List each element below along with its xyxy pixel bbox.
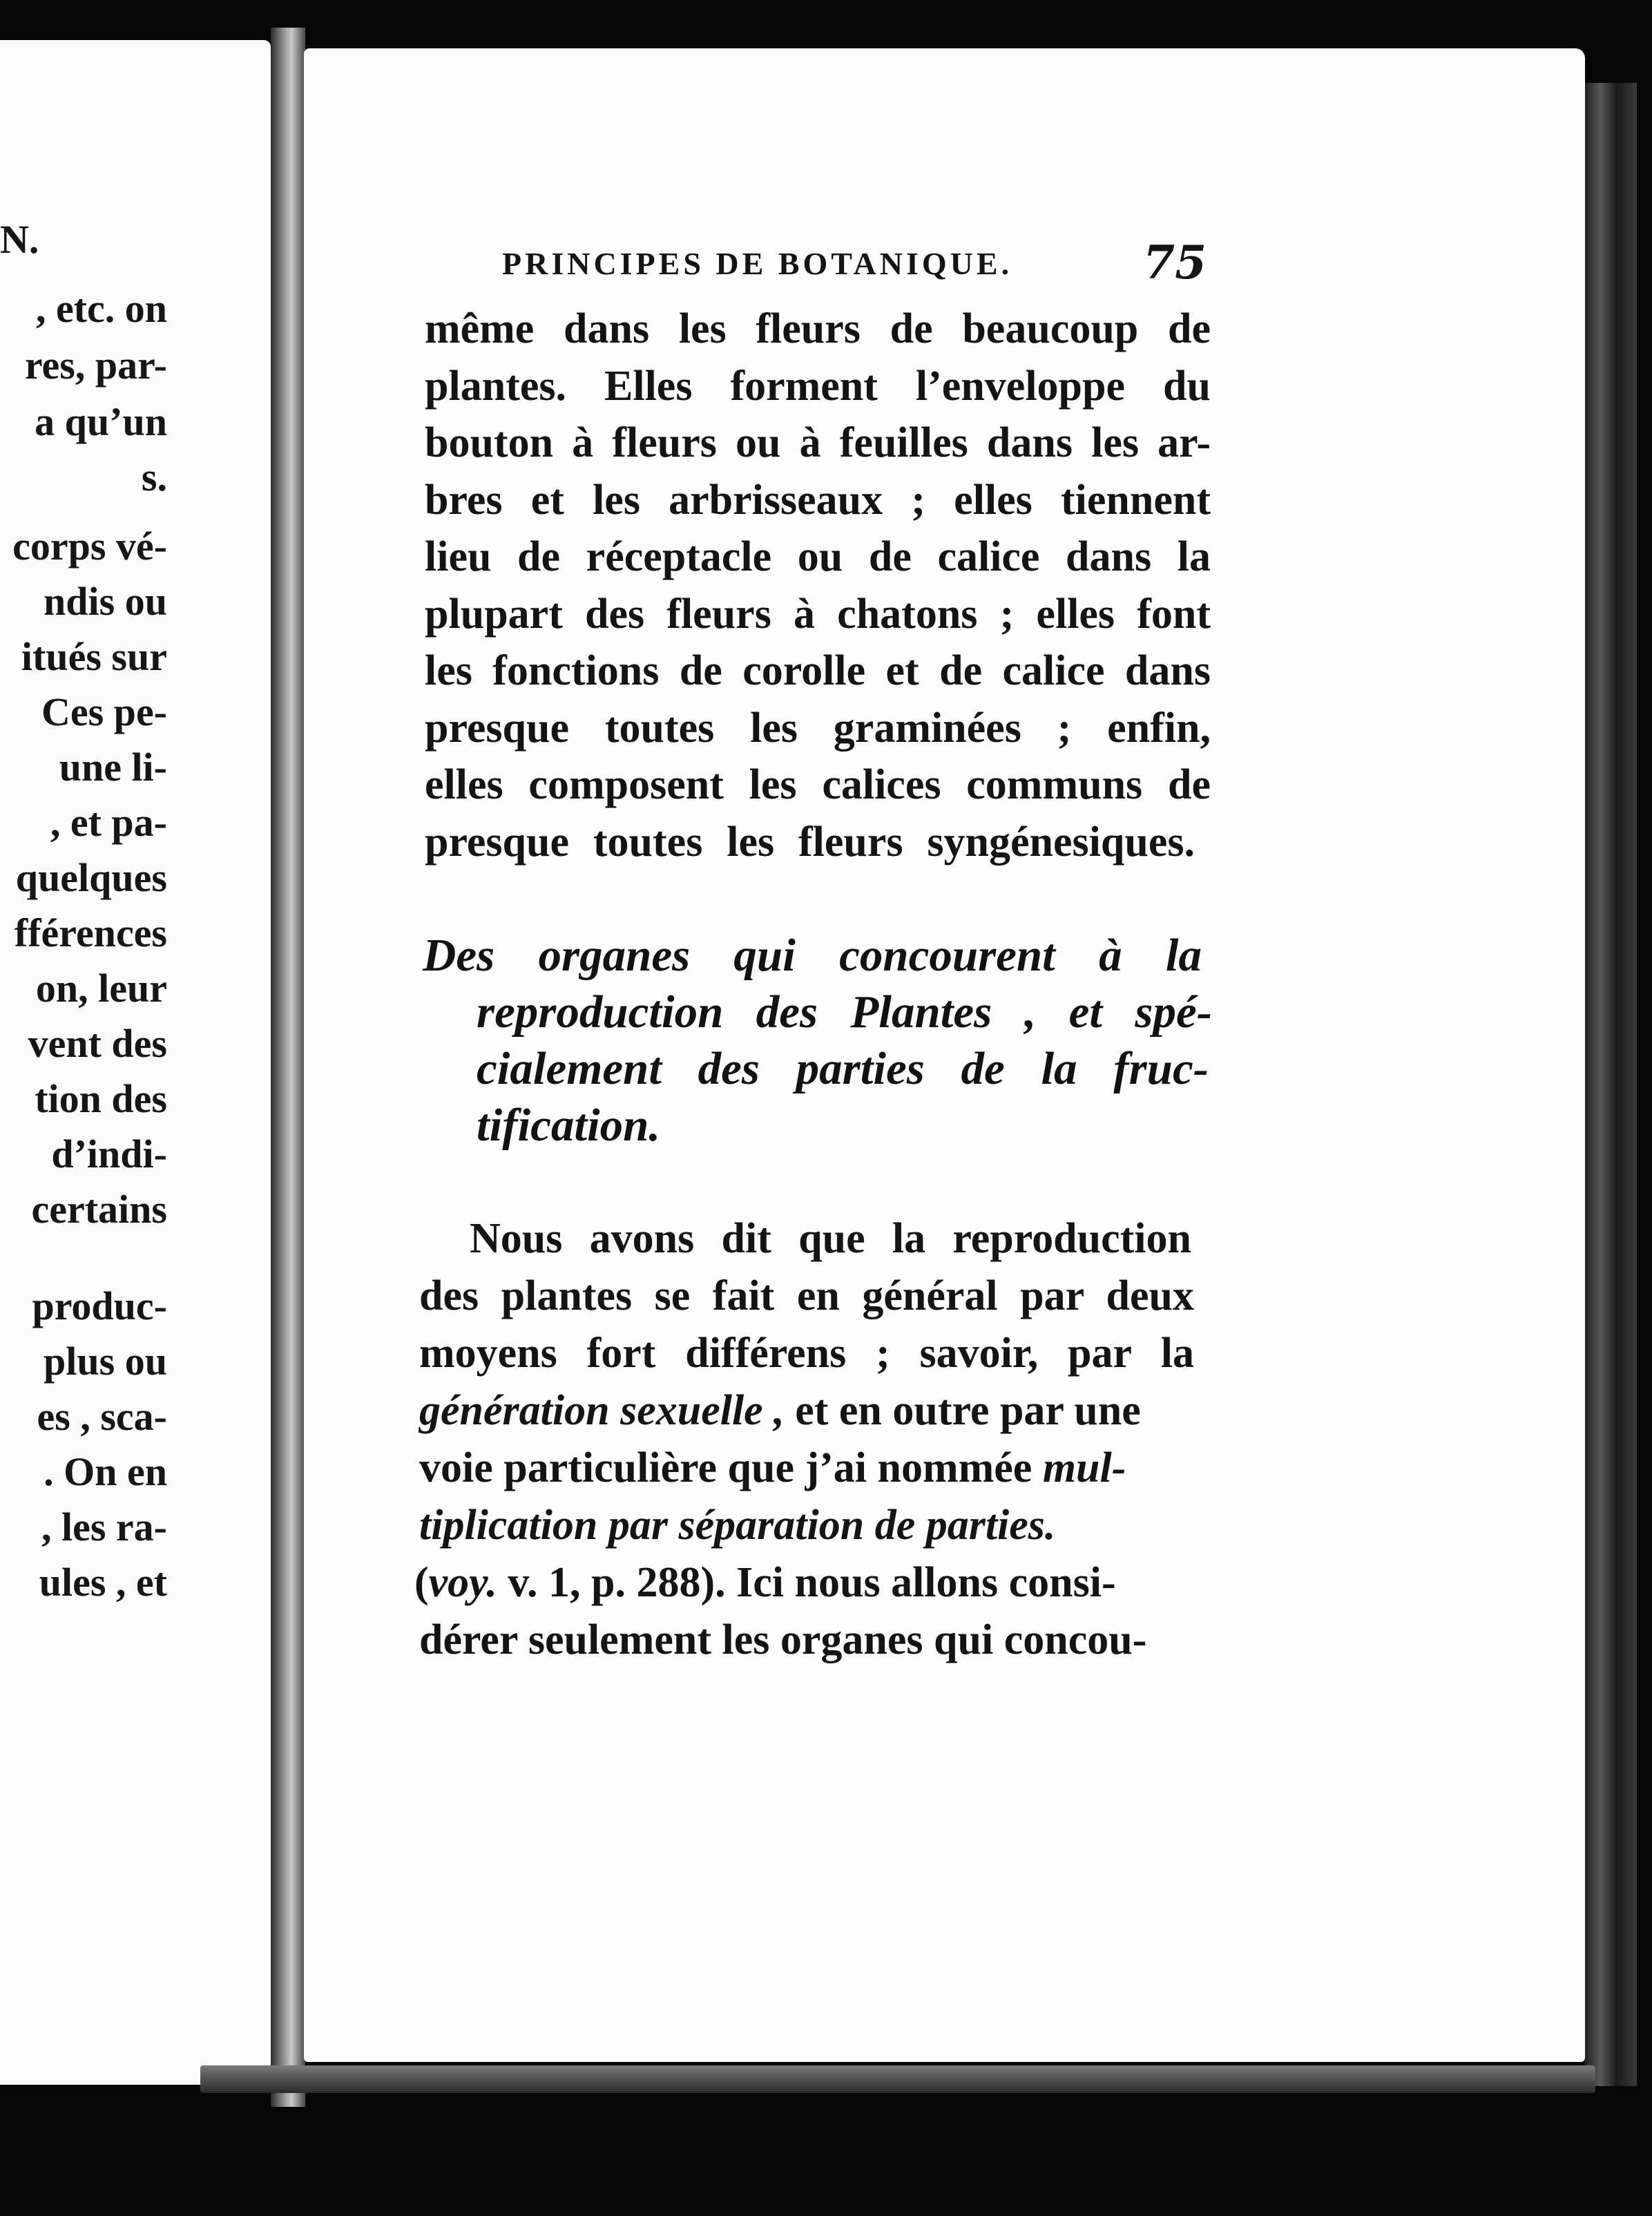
section-heading-line: cialement des parties de la fruc-	[477, 1043, 1209, 1094]
left-page-line: , et pa-	[50, 800, 167, 845]
left-page-line: res, par-	[24, 343, 167, 388]
paragraph-line: bres et les arbrisseaux ; elles tiennent	[425, 477, 1211, 524]
paragraph-line: presque toutes les fleurs syngénesiques.	[425, 819, 1195, 866]
paragraph-line	[419, 1389, 1205, 1432]
left-page-line: Ces pe-	[41, 689, 167, 734]
page-number: 75	[1143, 236, 1207, 289]
paragraph-line: plupart des fleurs à chatons ; elles font	[425, 591, 1211, 638]
left-page-line: certains	[31, 1187, 167, 1232]
paragraph-line	[414, 1561, 1200, 1604]
left-page-line: tion des	[35, 1076, 167, 1121]
book-gutter	[271, 28, 305, 2107]
left-page-line: d’indi-	[51, 1131, 167, 1176]
section-heading-line: Des organes qui concourent à la	[423, 930, 1202, 981]
running-head-title: PRINCIPES DE BOTANIQUE.	[502, 246, 1013, 281]
left-page-line: itués sur	[21, 634, 167, 679]
left-page-text-fragments	[0, 40, 271, 2085]
paragraph-line: presque toutes les graminées ; enfin,	[425, 705, 1211, 752]
paragraph-line: plantes. Elles forment l’enveloppe du	[425, 363, 1211, 410]
left-page-line: , etc. on	[35, 286, 167, 331]
left-page-line: ndis ou	[44, 579, 167, 624]
paragraph-line: lieu de réceptacle ou de calice dans la	[425, 533, 1211, 580]
left-facing-page	[0, 40, 271, 2085]
paragraph-line	[419, 1446, 1205, 1489]
text-run: voie particulière que j’ai nommée	[419, 1444, 1043, 1491]
left-page-line: vent des	[28, 1021, 167, 1066]
paragraph-line: Nous avons dit que la reproduction	[470, 1215, 1191, 1262]
left-page-line: une li-	[59, 745, 167, 790]
left-page-line: ules , et	[39, 1560, 167, 1605]
italic-term: génération sexuelle ,	[419, 1387, 785, 1434]
italic-term: mul-	[1042, 1444, 1126, 1491]
left-page-line: s.	[141, 455, 167, 499]
paragraph-line: des plantes se fait en général par deux	[419, 1272, 1194, 1319]
left-page-line: . On en	[44, 1449, 167, 1494]
left-page-line: on, leur	[35, 966, 167, 1011]
paragraph-line: dérer seulement les organes qui concou-	[419, 1616, 1147, 1663]
section-heading-line: reproduction des Plantes , et spé-	[477, 986, 1212, 1038]
paragraph-line: même dans les fleurs de beaucoup de	[425, 305, 1211, 352]
paragraph-line: moyens fort différens ; savoir, par la	[419, 1330, 1194, 1377]
text-run: (	[414, 1559, 429, 1606]
paragraph-line: tiplication par séparation de parties.	[419, 1502, 1056, 1549]
left-page-line: a qu’un	[35, 399, 167, 444]
left-page-line: N.	[0, 217, 39, 262]
left-page-line: quelques	[15, 855, 167, 900]
paragraph-line: elles composent les calices communs de	[425, 761, 1211, 808]
running-head	[502, 236, 1207, 289]
paragraph-line: les fonctions de corolle et de calice dans	[425, 647, 1211, 694]
section-heading-line: tification.	[477, 1100, 661, 1151]
left-page-line: corps vé-	[12, 524, 167, 569]
text-run: et en outre par une	[784, 1387, 1141, 1434]
text-run: v. 1, p. 288). Ici nous allons consi-	[497, 1559, 1116, 1606]
page-edge-right	[1585, 83, 1637, 2086]
left-page-line: , les ra-	[41, 1505, 167, 1549]
left-page-line: fférences	[14, 910, 167, 955]
italic-abbreviation: voy.	[428, 1559, 497, 1606]
left-page-line: es , sca-	[37, 1394, 167, 1439]
page-edge-bottom	[200, 2065, 1595, 2093]
paragraph-line: bouton à fleurs ou à feuilles dans les ar-	[425, 419, 1211, 466]
left-page-line: produc-	[32, 1283, 167, 1328]
left-page-line: plus ou	[44, 1339, 167, 1384]
